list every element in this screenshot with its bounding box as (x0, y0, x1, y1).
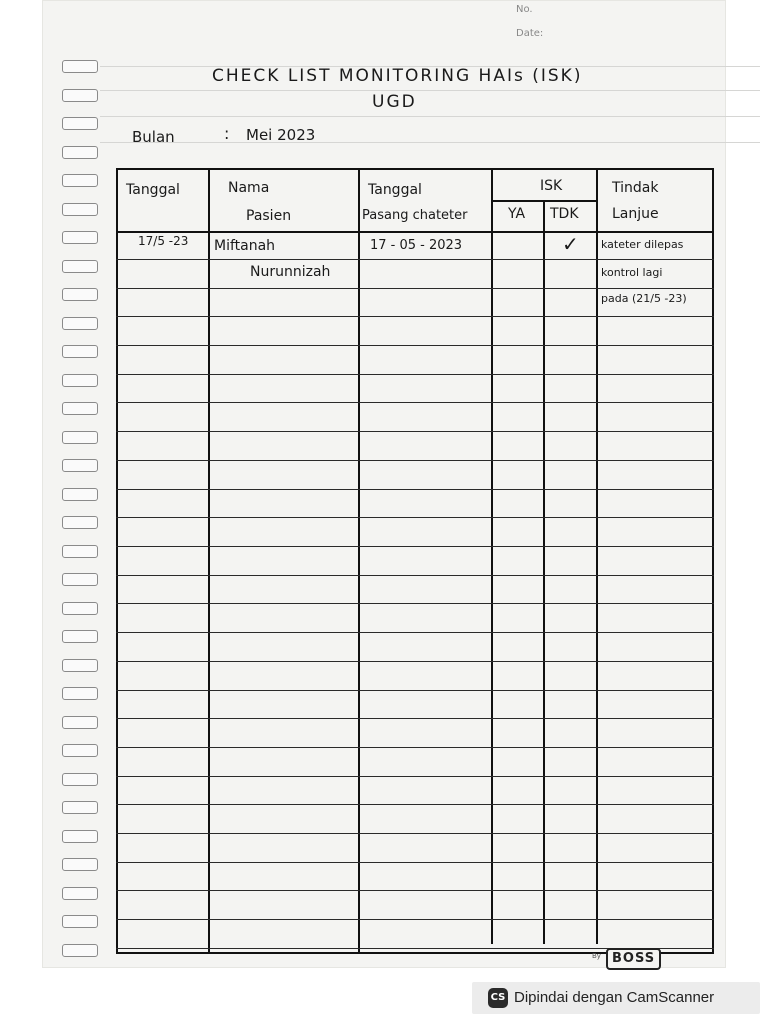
binding-ring (62, 573, 98, 586)
table-row-line (116, 575, 714, 576)
bulan-label: Bulan (132, 128, 175, 146)
binding-ring (62, 203, 98, 216)
binding-ring (62, 887, 98, 900)
camscanner-watermark (472, 982, 760, 1014)
table-row-line (116, 489, 714, 490)
table-row-line (116, 690, 714, 691)
logo-prefix: By (592, 952, 601, 960)
header-lanjue: Lanjue (612, 206, 659, 222)
header-tanggal: Tanggal (126, 182, 180, 198)
binding-ring (62, 687, 98, 700)
table-row-line (116, 718, 714, 719)
binding-ring (62, 488, 98, 501)
row-tanggal: 17/5 -23 (138, 234, 189, 248)
page-title: CHECK LIST MONITORING HAIs (ISK) (212, 66, 583, 86)
binding-ring (62, 374, 98, 387)
table-row-line (116, 259, 714, 260)
table-row-line (116, 661, 714, 662)
binding-ring (62, 659, 98, 672)
header-bottom-line (116, 231, 714, 233)
binding-ring (62, 345, 98, 358)
table-row-line (116, 603, 714, 604)
ruled-line (100, 142, 760, 143)
checklist-table (116, 168, 714, 954)
header-isk: ISK (540, 178, 563, 194)
binding-ring (62, 288, 98, 301)
table-row-line (116, 919, 714, 920)
header-nama: Nama (228, 180, 270, 196)
table-row-line (116, 316, 714, 317)
row-tdk-checkmark: ✓ (562, 232, 579, 256)
camscanner-icon: CS (488, 988, 508, 1008)
binding-ring (62, 716, 98, 729)
table-row-line (116, 776, 714, 777)
binding-ring (62, 830, 98, 843)
binding-ring (62, 545, 98, 558)
row-nama-line2: Nurunnizah (250, 264, 331, 280)
binding-ring (62, 773, 98, 786)
bulan-value: Mei 2023 (246, 126, 316, 144)
binding-ring (62, 516, 98, 529)
isk-divider (491, 200, 596, 202)
column-divider (596, 168, 598, 944)
header-tanggal-pasang: Tanggal (368, 182, 422, 198)
header-pasang-chateter: Pasang chateter (362, 208, 468, 223)
table-row-line (116, 460, 714, 461)
ruled-line (100, 90, 760, 91)
binding-ring (62, 146, 98, 159)
brand-logo: BOSS (606, 948, 661, 970)
binding-ring (62, 117, 98, 130)
binding-ring (62, 915, 98, 928)
binding-ring (62, 402, 98, 415)
binding-ring (62, 174, 98, 187)
column-divider (358, 168, 360, 954)
binding-ring (62, 801, 98, 814)
header-tdk: TDK (550, 206, 579, 222)
bulan-colon: : (224, 124, 230, 143)
no-label: No. (516, 4, 533, 15)
table-row-line (116, 288, 714, 289)
table-row-line (116, 747, 714, 748)
page-subtitle: UGD (372, 92, 417, 112)
table-row-line (116, 345, 714, 346)
row-nama-line1: Miftanah (214, 238, 276, 254)
row-tindak-line2: kontrol lagi (601, 266, 663, 279)
row-tanggal-pasang: 17 - 05 - 2023 (370, 238, 463, 253)
binding-ring (62, 944, 98, 957)
table-row-line (116, 632, 714, 633)
header-tindak: Tindak (612, 180, 659, 196)
binding-ring (62, 231, 98, 244)
table-row-line (116, 402, 714, 403)
binding-ring (62, 317, 98, 330)
table-row-line (116, 833, 714, 834)
binding-ring (62, 858, 98, 871)
binding-ring (62, 602, 98, 615)
table-row-line (116, 546, 714, 547)
binding-ring (62, 89, 98, 102)
table-row-line (116, 431, 714, 432)
binding-ring (62, 459, 98, 472)
column-divider (208, 168, 210, 954)
row-tindak-line1: kateter dilepas (601, 238, 684, 251)
table-row-line (116, 517, 714, 518)
table-row-line (116, 862, 714, 863)
table-row-line (116, 374, 714, 375)
row-tindak-line3: pada (21/5 -23) (601, 292, 687, 305)
column-divider (491, 168, 493, 944)
binding-ring (62, 60, 98, 73)
date-label: Date: (516, 28, 544, 39)
header-ya: YA (508, 206, 526, 222)
table-row-line (116, 890, 714, 891)
ruled-line (100, 116, 760, 117)
binding-ring (62, 630, 98, 643)
binding-ring (62, 260, 98, 273)
spiral-binding (62, 60, 102, 960)
header-pasien: Pasien (246, 208, 292, 224)
camscanner-text: Dipindai dengan CamScanner (514, 989, 715, 1006)
table-row-line (116, 804, 714, 805)
binding-ring (62, 744, 98, 757)
binding-ring (62, 431, 98, 444)
